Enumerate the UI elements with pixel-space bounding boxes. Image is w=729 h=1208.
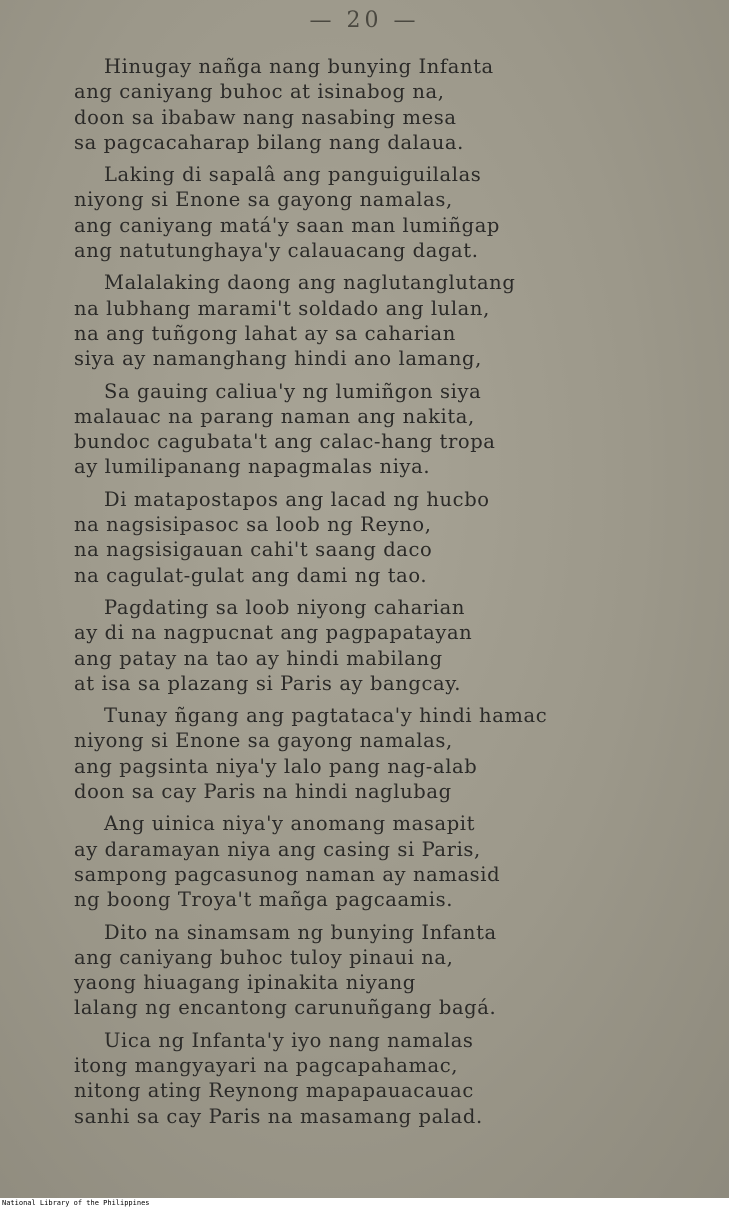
- stanza: [74, 162, 714, 263]
- verse-line: Malalaking daong ang naglutanglutang: [104, 271, 516, 295]
- stanza: [74, 1028, 714, 1129]
- page-number: — 20 —: [309, 8, 420, 33]
- verse-line: niyong si Enone sa gayong namalas,: [74, 729, 453, 753]
- poem-body: [74, 54, 714, 1136]
- verse-line: ang caniyang buhoc tuloy pinaui na,: [74, 945, 454, 969]
- verse-line: sampong pagcasunog naman ay namasid: [74, 862, 501, 886]
- stanza: [74, 595, 714, 696]
- stanza: [74, 270, 714, 371]
- verse-line: ang natutunghaya'y calauacang dagat.: [74, 239, 479, 263]
- verse-line: na ang tuñgong lahat ay sa caharian: [74, 321, 456, 345]
- stanza: [74, 811, 714, 912]
- verse-line: sa pagcacaharap bilang nang dalaua.: [74, 130, 464, 154]
- verse-line: ang caniyang matá'y saan man lumiñgap: [74, 213, 501, 237]
- verse-line: niyong si Enone sa gayong namalas,: [74, 188, 453, 212]
- verse-line: na nagsisigauan cahi't saang daco: [74, 538, 433, 562]
- verse-line: doon sa cay Paris na hindi naglubag: [74, 780, 452, 804]
- verse-line: nitong ating Reynong mapapauacauac: [74, 1079, 474, 1103]
- verse-line: Pagdating sa loob niyong caharian: [104, 595, 466, 619]
- verse-line: lalang ng encantong carunuñgang bagá.: [74, 996, 497, 1020]
- verse-line: ay daramayan niya ang casing si Paris,: [74, 837, 481, 861]
- verse-line: Di matapostapos ang lacad ng hucbo: [104, 487, 490, 511]
- verse-line: siya ay namanghang hindi ano lamang,: [74, 347, 482, 371]
- verse-line: itong mangyayari na pagcapahamac,: [74, 1053, 459, 1077]
- verse-line: na nagsisipasoc sa loob ng Reyno,: [74, 513, 432, 537]
- stanza: [74, 920, 714, 1021]
- verse-line: bundoc cagubata't ang calac-hang tropa: [74, 430, 496, 454]
- verse-line: yaong hiuagang ipinakita niyang: [74, 971, 416, 995]
- verse-line: Ang uinica niya'y anomang masapit: [104, 812, 476, 836]
- verse-line: Tunay ñgang ang pagtataca'y hindi hamac: [104, 704, 548, 728]
- verse-line: Laking di sapalâ ang panguiguilalas: [104, 163, 482, 187]
- verse-line: at isa sa plazang si Paris ay bangcay.: [74, 671, 462, 695]
- verse-line: ang patay na tao ay hindi mabilang: [74, 646, 443, 670]
- verse-line: ang caniyang buhoc at isinabog na,: [74, 80, 445, 104]
- stanza: [74, 379, 714, 480]
- verse-line: malauac na parang naman ang nakita,: [74, 404, 475, 428]
- library-credit: National Library of the Philippines: [0, 1198, 729, 1208]
- verse-line: sanhi sa cay Paris na masamang palad.: [74, 1104, 483, 1128]
- verse-line: na cagulat-gulat ang dami ng tao.: [74, 563, 428, 587]
- verse-line: ang pagsinta niya'y lalo pang nag-alab: [74, 754, 478, 778]
- verse-line: Sa gauing caliua'y ng lumiñgon siya: [104, 379, 482, 403]
- verse-line: ay di na nagpucnat ang pagpapatayan: [74, 621, 473, 645]
- stanza: [74, 703, 714, 804]
- verse-line: Hinugay nañga nang bunying Infanta: [104, 55, 494, 78]
- verse-line: na lubhang marami't soldado ang lulan,: [74, 296, 490, 320]
- verse-line: ay lumilipanang napagmalas niya.: [74, 455, 431, 479]
- verse-line: ng boong Troya't mañga pagcaamis.: [74, 888, 454, 912]
- verse-line: doon sa ibabaw nang nasabing mesa: [74, 105, 457, 129]
- stanza: [74, 487, 714, 588]
- stanza: [74, 54, 714, 155]
- verse-line: Dito na sinamsam ng bunying Infanta: [104, 920, 497, 944]
- verse-line: Uica ng Infanta'y iyo nang namalas: [104, 1028, 474, 1052]
